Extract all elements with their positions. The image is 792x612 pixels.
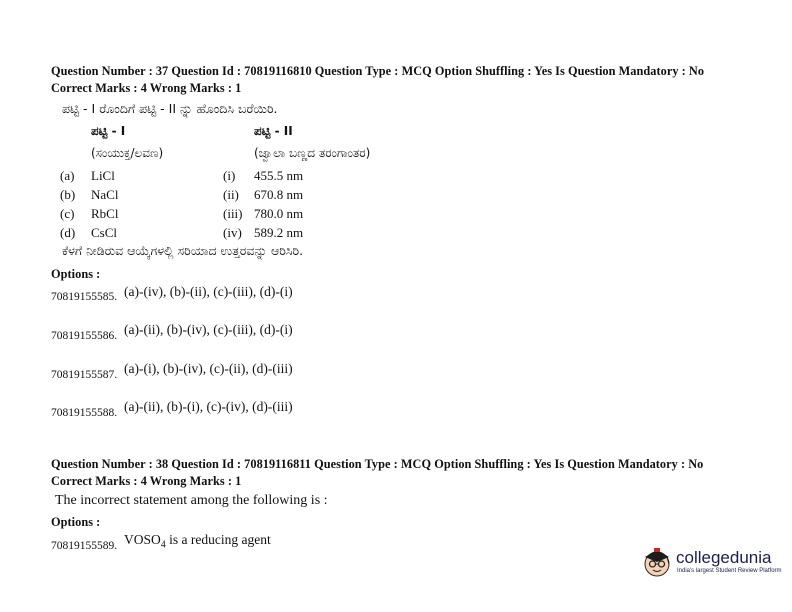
option-id: 70819155589. bbox=[51, 540, 118, 552]
logo-wordmark: collegedunia bbox=[676, 548, 772, 567]
logo-tagline: India's largest Student Review Platform bbox=[677, 568, 782, 574]
row-iv-label: (iv) bbox=[223, 225, 242, 240]
row-c-label: (c) bbox=[60, 206, 75, 221]
row-iv-value: 589.2 nm bbox=[254, 225, 304, 240]
row-d-value: CsCl bbox=[91, 225, 118, 240]
row-b-value: NaCl bbox=[91, 187, 119, 202]
row-c-value: RbCl bbox=[91, 206, 119, 221]
row-i-label: (i) bbox=[223, 168, 236, 183]
row-iii-label: (iii) bbox=[223, 206, 243, 221]
graduate-mascot-icon bbox=[640, 543, 676, 579]
row-a-label: (a) bbox=[60, 168, 75, 183]
option-id: 70819155587. bbox=[51, 369, 118, 381]
option-text[interactable]: (a)-(ii), (b)-(i), (c)-(iv), (d)-(iii) bbox=[124, 399, 293, 414]
option-text[interactable]: (a)-(ii), (b)-(iv), (c)-(iii), (d)-(i) bbox=[124, 322, 293, 337]
row-ii-label: (ii) bbox=[223, 187, 239, 202]
q37-header: Question Number : 37 Question Id : 70819116810 Question Type : MCQ Option Shuffling : Yes Is Question Mandatory : No bbox=[51, 64, 705, 78]
row-b-label: (b) bbox=[60, 187, 76, 202]
option-text-rest: is a reducing agent bbox=[165, 532, 271, 547]
option-text-formula: VOSO bbox=[124, 532, 161, 547]
q38-options-label: Options : bbox=[51, 515, 101, 529]
q38-statement: The incorrect statement among the following is : bbox=[55, 493, 328, 508]
q37-instruction: ಪಟ್ಟಿ - I ರೊಂದಿಗೆ ಪಟ್ಟಿ - II ನ್ನು ಹೊಂದಿಸಿ ಬರೆಯಿರಿ. bbox=[62, 101, 278, 116]
list1-title: ಪಟ್ಟಿ - I bbox=[91, 124, 126, 138]
option-text[interactable]: (a)-(iv), (b)-(ii), (c)-(iii), (d)-(i) bbox=[124, 284, 293, 299]
row-ii-value: 670.8 nm bbox=[254, 187, 304, 202]
option-text[interactable]: (a)-(i), (b)-(iv), (c)-(ii), (d)-(iii) bbox=[124, 361, 293, 376]
row-i-value: 455.5 nm bbox=[254, 168, 304, 183]
option-id: 70819155588. bbox=[51, 407, 118, 419]
q38-marks: Correct Marks : 4 Wrong Marks : 1 bbox=[51, 474, 242, 488]
row-a-value: LiCl bbox=[91, 168, 115, 183]
list1-subtitle: (ಸಂಯುಕ್ತ/ಲವಣ) bbox=[91, 146, 164, 160]
q37-marks: Correct Marks : 4 Wrong Marks : 1 bbox=[51, 81, 242, 95]
option-id: 70819155586. bbox=[51, 330, 118, 342]
q38-header: Question Number : 38 Question Id : 70819116811 Question Type : MCQ Option Shuffling : Yes Is Question Mandatory : No bbox=[51, 457, 704, 471]
row-d-label: (d) bbox=[60, 225, 76, 240]
list2-subtitle: (ಜ್ವಾಲಾ ಬಣ್ಣದ ತರಂಗಾಂತರ) bbox=[254, 146, 371, 160]
option-text-subscript: 4 bbox=[160, 539, 166, 551]
option-id: 70819155585. bbox=[51, 291, 118, 303]
list2-title: ಪಟ್ಟಿ - II bbox=[254, 124, 293, 138]
q37-options-label: Options : bbox=[51, 267, 101, 281]
row-iii-value: 780.0 nm bbox=[254, 206, 304, 221]
option-text[interactable] bbox=[124, 532, 271, 551]
q37-prompt: ಕೆಳಗೆ ನೀಡಿರುವ ಆಯ್ಕೆಗಳಲ್ಲಿ ಸರಿಯಾದ ಉತ್ತರವನ್ನು ಆರಿಸಿರಿ. bbox=[62, 243, 304, 258]
